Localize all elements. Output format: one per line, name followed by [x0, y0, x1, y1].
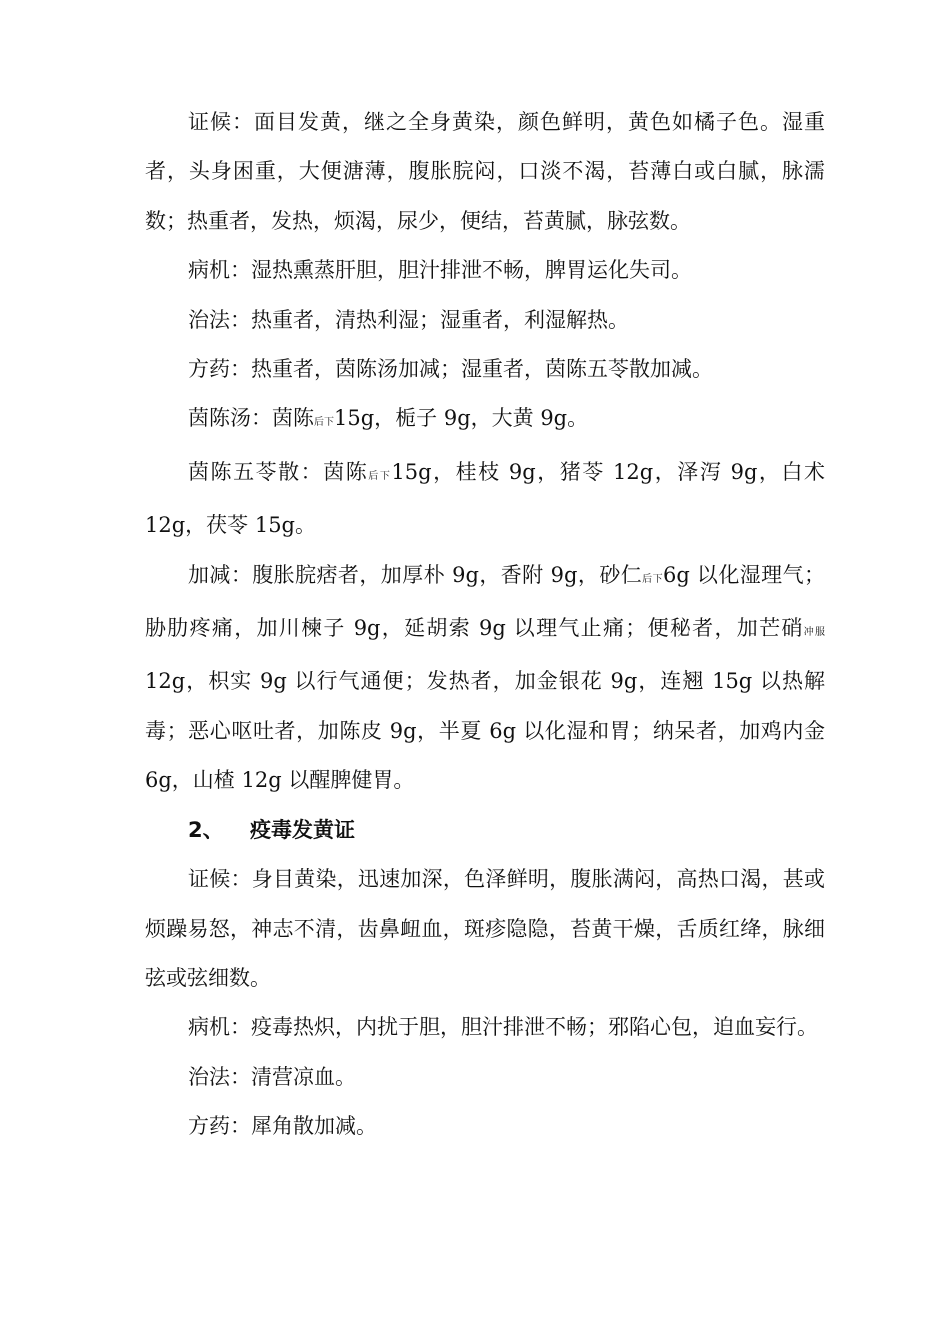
pathogenesis-paragraph: 病机：湿热熏蒸肝胆，胆汁排泄不畅，脾胃运化失司。 [188, 258, 692, 283]
decoct-later-note: 后下 [642, 573, 664, 585]
syndrome-paragraph: 证候：面目发黄，继之全身黄染，颜色鲜明，黄色如橘子色。湿重者，头身困重，大便溏薄，腹胀脘闷，口淡不渴，苔薄白或白腻，脉濡数；热重者，发热，烦渴，尿少，便结，苔黄腻，脉弦数。 [145, 110, 825, 233]
prescription-paragraph: 方药：犀角散加减。 [188, 1114, 377, 1139]
prescription-paragraph: 方药：热重者，茵陈汤加减；湿重者，茵陈五苓散加减。 [188, 357, 713, 382]
yinchen-decoction-tail: 15g，栀子 9g，大黄 9g。 [334, 406, 589, 431]
modification-paragraph [145, 551, 825, 806]
take-dissolved-note: 冲服 [803, 627, 826, 639]
syndrome-paragraph: 证候：身目黄染，迅速加深，色泽鲜明，腹胀满闷，高热口渴，甚或烦躁易怒，神志不清，齿鼻衄血，斑疹隐隐，苔黄干燥，舌质红绛，脉细弦或弦细数。 [145, 867, 825, 990]
modification-part-a: 加减：腹胀脘痞者，加厚朴 9g，香附 9g，砂仁 [188, 562, 643, 587]
modification-part-c: 12g，枳实 9g 以行气通便；发热者，加金银花 9g，连翘 15g 以热解毒；恶心呕吐者，加陈皮 9g，半夏 6g 以化湿和胃；纳呆者，加鸡内金 6g，山楂 12g 以醒脾健胃。 [145, 669, 825, 793]
modification-part-b: 6g 以化湿理气；胁肋疼痛，加川楝子 9g，延胡索 9g 以理气止痛；便秘者，加芒硝 [145, 562, 826, 641]
section-heading [145, 806, 825, 855]
section-number: 2、 [188, 817, 224, 842]
document-page [145, 98, 825, 1152]
yinchen-decoction-head: 茵陈汤：茵陈 [188, 406, 314, 431]
treatment-paragraph: 治法：清营凉血。 [188, 1064, 356, 1089]
treatment-paragraph: 治法：热重者，清热利湿；湿重者，利湿解热。 [188, 307, 629, 332]
yinchen-wuling-tail: 15g，桂枝 9g，猪苓 12g，泽泻 9g，白术 12g，茯苓 15g。 [145, 459, 825, 538]
yinchen-wuling-head: 茵陈五苓散：茵陈 [188, 459, 369, 484]
pathogenesis-paragraph: 病机：疫毒热炽，内扰于胆，胆汁排泄不畅；邪陷心包，迫血妄行。 [188, 1015, 818, 1040]
yinchen-decoction-paragraph [145, 394, 825, 447]
yinchen-wuling-paragraph [145, 448, 825, 551]
decoct-later-note: 后下 [314, 417, 334, 429]
section-title: 疫毒发黄证 [250, 817, 355, 842]
decoct-later-note: 后下 [368, 470, 392, 482]
